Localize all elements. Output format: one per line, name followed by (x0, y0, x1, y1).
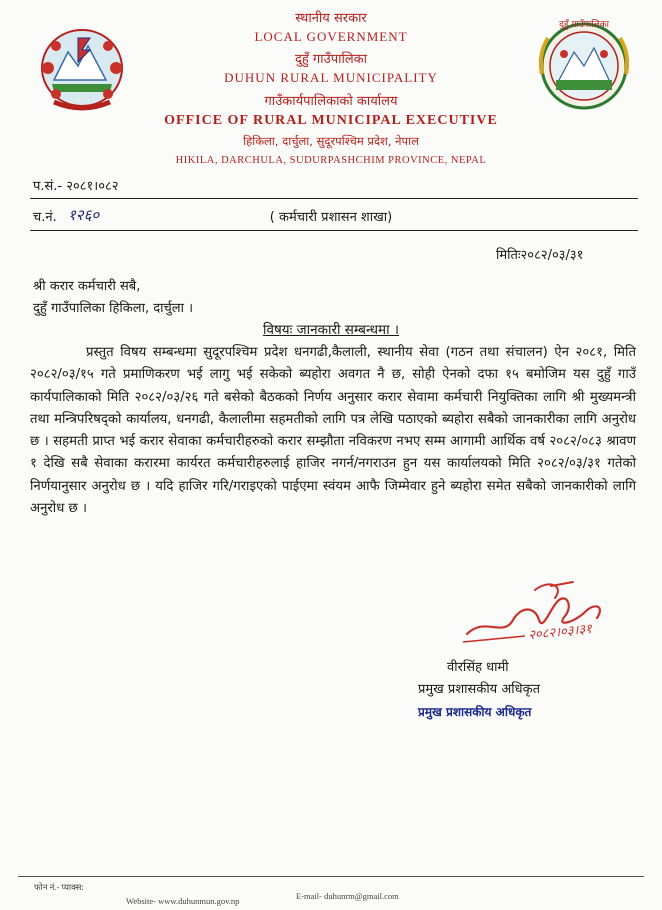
subject-text: विषयः जानकारी सम्बन्धमा । (262, 322, 400, 338)
recipient-line-1: श्री करार कर्मचारी सबै, (33, 279, 141, 294)
dispatch-label: च.नं. (33, 210, 57, 225)
reference-number: प.सं.- २०८१।०८२ (33, 179, 119, 194)
footer-email: E-mail- duhunrm@gmail.com (296, 891, 399, 901)
office-name-np: गाउँकार्यपालिकाको कार्यालय (264, 94, 398, 109)
header-rule-bottom (30, 230, 638, 231)
letter-date: मितिः२०८२/०३/३१ (496, 248, 584, 263)
body-paragraph: प्रस्तुत विषय सम्बन्धमा सुदूरपश्चिम प्रदेश धनगढी,कैलाली, स्थानीय सेवा (गठन तथा संचालन) ऐन २०८१, मिति २०८२/०३/१५ गते प्रमाणिकरण भई लागु भई सकेको ब्यहोरा अवगत नै छ, सोही ऐनको दफा १५ बमोजिम यस दुहुँ गाउँ कार्यपालिकाको मिति २०८२/०३/२६ गते बसेको बैठकको निर्णय अनुसार करार सेवामा कर्मचारी नियुक्तिका लागि श्री मुख्यमन्त्री तथा मन्त्रिपरिषद्को कार्यालय, धनगढी, कैलालीमा सहमतीको लागि पत्र लेखि पठाएको ब्यहोरा सबैको जानकारीका लागि अनुरोध छ । सहमती प्राप्त भई करार सेवाका कर्मचारीहरुको करार सम्झौता नविकरण नभए सम्म आगामी आर्थिक वर्ष २०८२/०८३ श्रावण १ देखि सबै सेवाका करारमा कार्यरत कर्मचारीहरुलाई हाजिर नगर्न/नगराउन हुन यस कार्यालयको मिति २०८२/०३/३१ गतेको निर्णयानुसार अनुरोध छ । यदि हाजिर गरि/गराइएको पाईएमा स्वंयम आफै जिम्मेवार हुने ब्यहोरा समेत सबैको जानकारीको लागि अनुरोध छ । (30, 345, 636, 517)
logo-arc-text: दुहुँ गाउँपालिका (559, 20, 609, 30)
official-stamp: प्रमुख प्रशासकीय अधिकृत (418, 705, 532, 719)
address-en: HIKILA, DARCHULA, SUDURPASHCHIM PROVINCE, NEPAL (175, 155, 487, 166)
section-name: ( कर्मचारी प्रशासन शाखा) (269, 210, 393, 225)
local-government-np: स्थानीय सरकार (295, 11, 367, 26)
office-name-en: OFFICE OF RURAL MUNICIPAL EXECUTIVE (164, 113, 498, 128)
local-government-en: LOCAL GOVERNMENT (254, 29, 408, 44)
header-rule-top (30, 198, 638, 199)
signatory-title: प्रमुख प्रशासकीय अधिकृत (418, 682, 541, 697)
dispatch-number: १२६० (68, 206, 100, 224)
footer-rule (18, 876, 644, 877)
subject-line (0, 320, 662, 338)
handwritten-signature (455, 576, 635, 654)
address-np: हिकिला, दार्चुला, सुदूरपश्चिम प्रदेश, नेपाल (243, 134, 419, 148)
municipality-name-en: DUHUN RURAL MUNICIPALITY (224, 70, 438, 85)
footer-phone: फोन नं.- प्याक्स: (34, 882, 84, 892)
recipient-line-2: दुहुँ गाउँपालिका हिकिला, दार्चुला । (33, 301, 193, 316)
handwritten-date: २०८२।०३।३१ (527, 621, 593, 644)
footer-website: Website- www.duhunmun.gov.np (126, 896, 240, 906)
signatory-name: वीरसिंह धामी (447, 660, 509, 675)
letter-body (30, 342, 636, 520)
municipality-name-np: दुहुँ गाउँपालिका (294, 52, 368, 67)
